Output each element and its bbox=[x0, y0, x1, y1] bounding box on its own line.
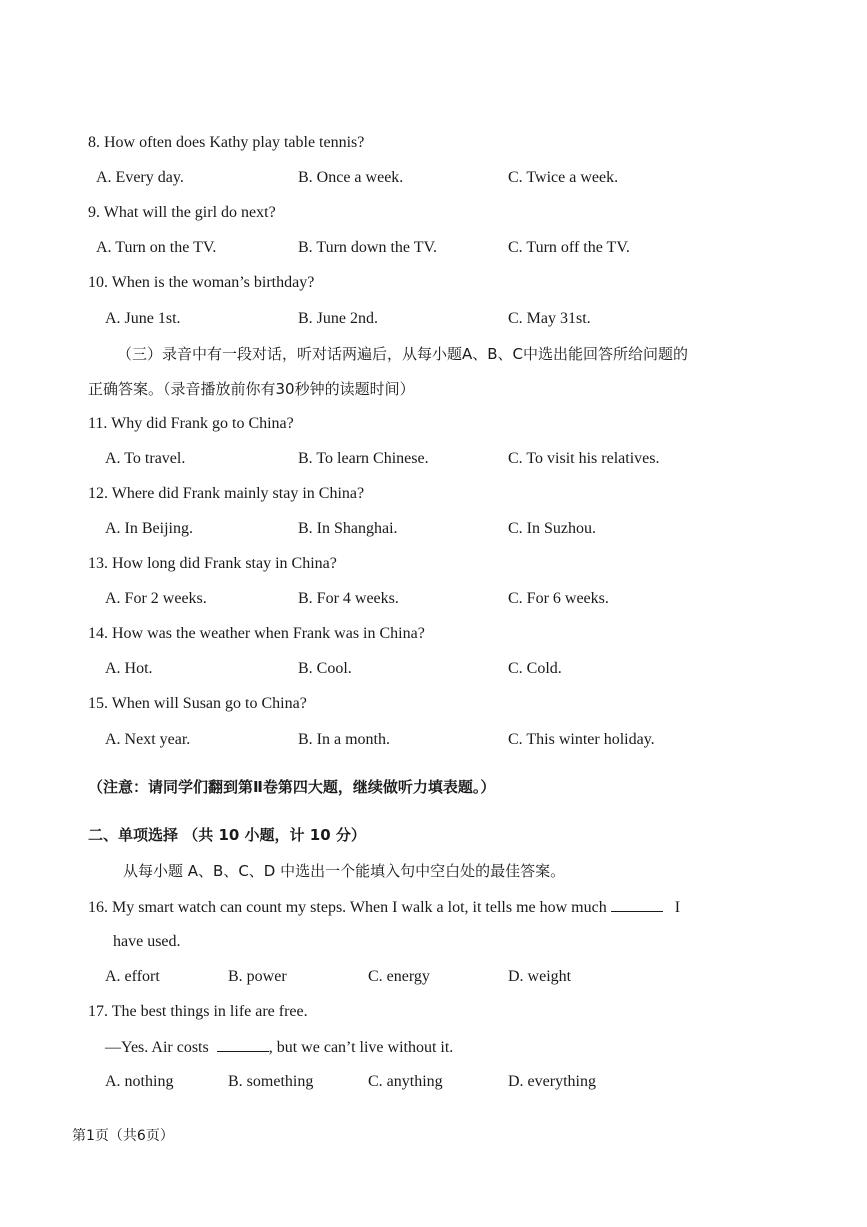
question-16-stem bbox=[88, 897, 680, 918]
question-17-option-c: C. anything bbox=[368, 1073, 443, 1090]
question-17-reply-start: —Yes. Air costs bbox=[105, 1039, 209, 1056]
question-9-option-a: A. Turn on the TV. bbox=[96, 239, 217, 256]
question-17-option-b: B. something bbox=[228, 1073, 314, 1090]
question-12-option-c: C. In Suzhou. bbox=[508, 520, 596, 537]
question-13-stem: 13. How long did Frank stay in China? bbox=[88, 555, 337, 572]
question-17-reply bbox=[105, 1037, 453, 1058]
question-16-option-d: D. weight bbox=[508, 968, 572, 985]
section-2-title: 二、单项选择 （共 10 小题，计 10 分） bbox=[88, 826, 366, 844]
question-14-option-b: B. Cool. bbox=[298, 660, 352, 677]
section-2-instruction: 从每小题 A、B、C、D 中选出一个能填入句中空白处的最佳答案。 bbox=[123, 862, 566, 880]
question-10-stem: 10. When is the woman’s birthday? bbox=[88, 274, 315, 291]
question-16-blank bbox=[611, 897, 663, 912]
question-9-option-c: C. Turn off the TV. bbox=[508, 239, 630, 256]
question-16-option-c: C. energy bbox=[368, 968, 430, 985]
question-14-option-c: C. Cold. bbox=[508, 660, 562, 677]
question-17-reply-end: , but we can’t live without it. bbox=[268, 1039, 454, 1056]
question-11-option-a: A. To travel. bbox=[105, 450, 186, 467]
question-11-option-b: B. To learn Chinese. bbox=[298, 450, 429, 467]
question-16-stem-line2: have used. bbox=[113, 933, 181, 950]
question-16-stem-text: 16. My smart watch can count my steps. When I walk a lot, it tells me how much bbox=[88, 899, 607, 916]
question-8-stem: 8. How often does Kathy play table tennis? bbox=[88, 134, 365, 151]
question-10-option-a: A. June 1st. bbox=[105, 310, 181, 327]
listening-note: （注意：请同学们翻到第Ⅱ卷第四大题，继续做听力填表题。） bbox=[88, 778, 496, 796]
question-16-option-b: B. power bbox=[228, 968, 287, 985]
question-13-option-c: C. For 6 weeks. bbox=[508, 590, 609, 607]
question-12-option-b: B. In Shanghai. bbox=[298, 520, 398, 537]
section-3-instruction-line2: 正确答案。（录音播放前你有30秒钟的读题时间） bbox=[88, 380, 415, 398]
question-13-option-b: B. For 4 weeks. bbox=[298, 590, 399, 607]
question-15-option-b: B. In a month. bbox=[298, 731, 390, 748]
question-10-option-b: B. June 2nd. bbox=[298, 310, 378, 327]
question-17-option-a: A. nothing bbox=[105, 1073, 174, 1090]
question-15-stem: 15. When will Susan go to China? bbox=[88, 695, 307, 712]
question-13-option-a: A. For 2 weeks. bbox=[105, 590, 207, 607]
question-12-option-a: A. In Beijing. bbox=[105, 520, 193, 537]
question-11-option-c: C. To visit his relatives. bbox=[508, 450, 660, 467]
page-footer: 第1页（共6页） bbox=[72, 1128, 174, 1144]
question-8-option-a: A. Every day. bbox=[96, 169, 184, 186]
section-3-instruction-line1: （三）录音中有一段对话，听对话两遍后，从每小题A、B、C中选出能回答所给问题的 bbox=[117, 345, 689, 363]
question-15-option-a: A. Next year. bbox=[105, 731, 191, 748]
question-14-stem: 14. How was the weather when Frank was in China? bbox=[88, 625, 425, 642]
question-12-stem: 12. Where did Frank mainly stay in China? bbox=[88, 485, 365, 502]
question-16-option-a: A. effort bbox=[105, 968, 160, 985]
question-8-option-b: B. Once a week. bbox=[298, 169, 404, 186]
question-8-option-c: C. Twice a week. bbox=[508, 169, 619, 186]
question-11-stem: 11. Why did Frank go to China? bbox=[88, 415, 294, 432]
question-10-option-c: C. May 31st. bbox=[508, 310, 591, 327]
question-15-option-c: C. This winter holiday. bbox=[508, 731, 655, 748]
question-17-stem: 17. The best things in life are free. bbox=[88, 1003, 308, 1020]
question-14-option-a: A. Hot. bbox=[105, 660, 153, 677]
question-16-stem-tail: I bbox=[674, 899, 681, 916]
question-9-option-b: B. Turn down the TV. bbox=[298, 239, 437, 256]
question-9-stem: 9. What will the girl do next? bbox=[88, 204, 276, 221]
question-17-blank bbox=[217, 1037, 269, 1052]
question-17-option-d: D. everything bbox=[508, 1073, 596, 1090]
